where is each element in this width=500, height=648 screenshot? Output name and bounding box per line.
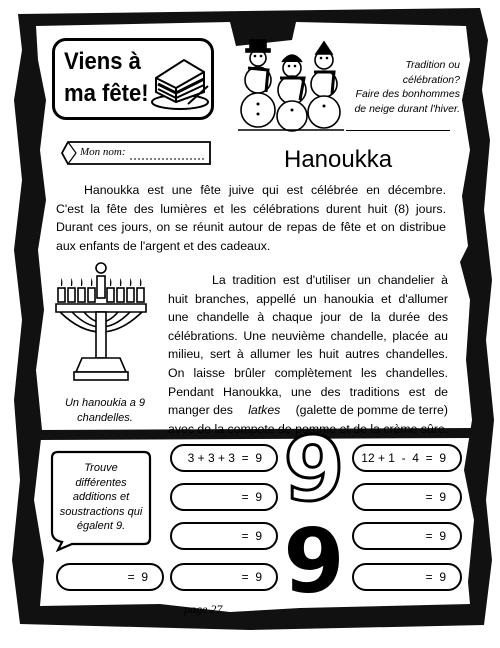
exercise-text: = 9 <box>127 570 148 584</box>
tradition-line: milieu, sert à allumer les huit autres chandelles. <box>168 347 448 362</box>
page-number: page 27 <box>184 602 223 616</box>
menorah-illustration <box>52 260 150 388</box>
big-nine: 9 <box>283 510 345 613</box>
tradition-line: On laisse brûler complètement les chandelles. <box>168 365 448 380</box>
tradition-line: Pendant Hanoukka, une des traditions est de <box>168 384 448 399</box>
caption-line: Un hanoukia a 9 <box>64 397 146 409</box>
tradition-line: avec de la compote de pomme et de la crème sûre. <box>168 421 449 436</box>
prompt-line: différentes <box>75 476 127 489</box>
exercise-text: 3 + 3 + 3 = 9 <box>187 451 262 465</box>
prompt-line: soustractions qui <box>59 505 143 518</box>
page-heading: Hanoukka <box>284 146 393 173</box>
tradition-line: célébrations. Une neuvième chandelle, placée au <box>168 328 448 343</box>
tradition-line: huit branches, appellé un hanoukia et d'allumer <box>168 291 448 306</box>
side-note-line: de neige durant l'hiver. <box>354 102 460 115</box>
intro-line: aux enfants de l'argent et des cadeaux. <box>56 238 271 253</box>
exercise-text: = 9 <box>425 490 446 504</box>
intro-line: C'est la fête des lumières et les célébrations durent huit (8) jours. <box>56 201 446 216</box>
prompt-line: égalent 9. <box>76 520 126 532</box>
tradition-line: une chandelle à chaque jour de la durée des <box>168 310 448 325</box>
name-label: Mon nom: <box>80 146 126 158</box>
exercise-answer-field[interactable] <box>170 444 278 472</box>
decorated-nine: 9 <box>283 418 345 521</box>
latkes-term: latkes <box>248 403 281 418</box>
tradition-line <box>168 401 448 420</box>
tradition-fragment: manger des <box>168 403 233 418</box>
title-line-1: Viens à <box>64 48 141 75</box>
exercise-text: = 9 <box>425 570 446 584</box>
exercise-answer-field[interactable] <box>352 444 462 472</box>
exercise-text: = 9 <box>241 490 262 504</box>
exercise-text: = 9 <box>241 570 262 584</box>
cake-slice-icon <box>148 48 210 112</box>
exercise-answer-field[interactable] <box>170 563 278 591</box>
snowmen-illustration <box>238 34 344 134</box>
side-note <box>336 58 460 116</box>
tradition-fragment: (galette de pomme de terre) <box>295 403 448 418</box>
side-note-line: Tradition ou <box>405 59 460 71</box>
exercise-answer-field[interactable] <box>352 483 462 511</box>
exercise-text: = 9 <box>425 529 446 543</box>
intro-paragraph <box>56 181 446 255</box>
prompt-line: Trouve <box>84 462 118 474</box>
prompt-line: additions et <box>72 491 130 503</box>
exercise-text: 12 + 1 - 4 = 9 <box>361 451 446 465</box>
intro-line: Durant ces jours, on se réunit autour de repas de fête et on distribue <box>56 220 446 235</box>
exercise-answer-field[interactable] <box>170 522 278 550</box>
menorah-caption <box>52 396 158 426</box>
side-note-rule <box>346 130 450 131</box>
exercise-answer-field[interactable] <box>56 563 164 591</box>
intro-line: Hanoukka est une fête juive qui est célébrée en décembre. <box>84 183 446 197</box>
exercise-answer-field[interactable] <box>352 522 462 550</box>
side-note-line: célébration? <box>402 73 460 86</box>
side-note-line: Faire des bonhommes <box>355 88 460 100</box>
tradition-paragraph <box>168 271 448 438</box>
exercise-prompt <box>52 461 150 534</box>
title-line-2: ma fête! <box>64 80 149 107</box>
exercise-answer-field[interactable] <box>170 483 278 511</box>
caption-line: chandelles. <box>77 412 133 424</box>
exercise-answer-field[interactable] <box>352 563 462 591</box>
exercise-text: = 9 <box>241 529 262 543</box>
tradition-line: La tradition est d'utiliser un chandelier à <box>212 273 448 287</box>
